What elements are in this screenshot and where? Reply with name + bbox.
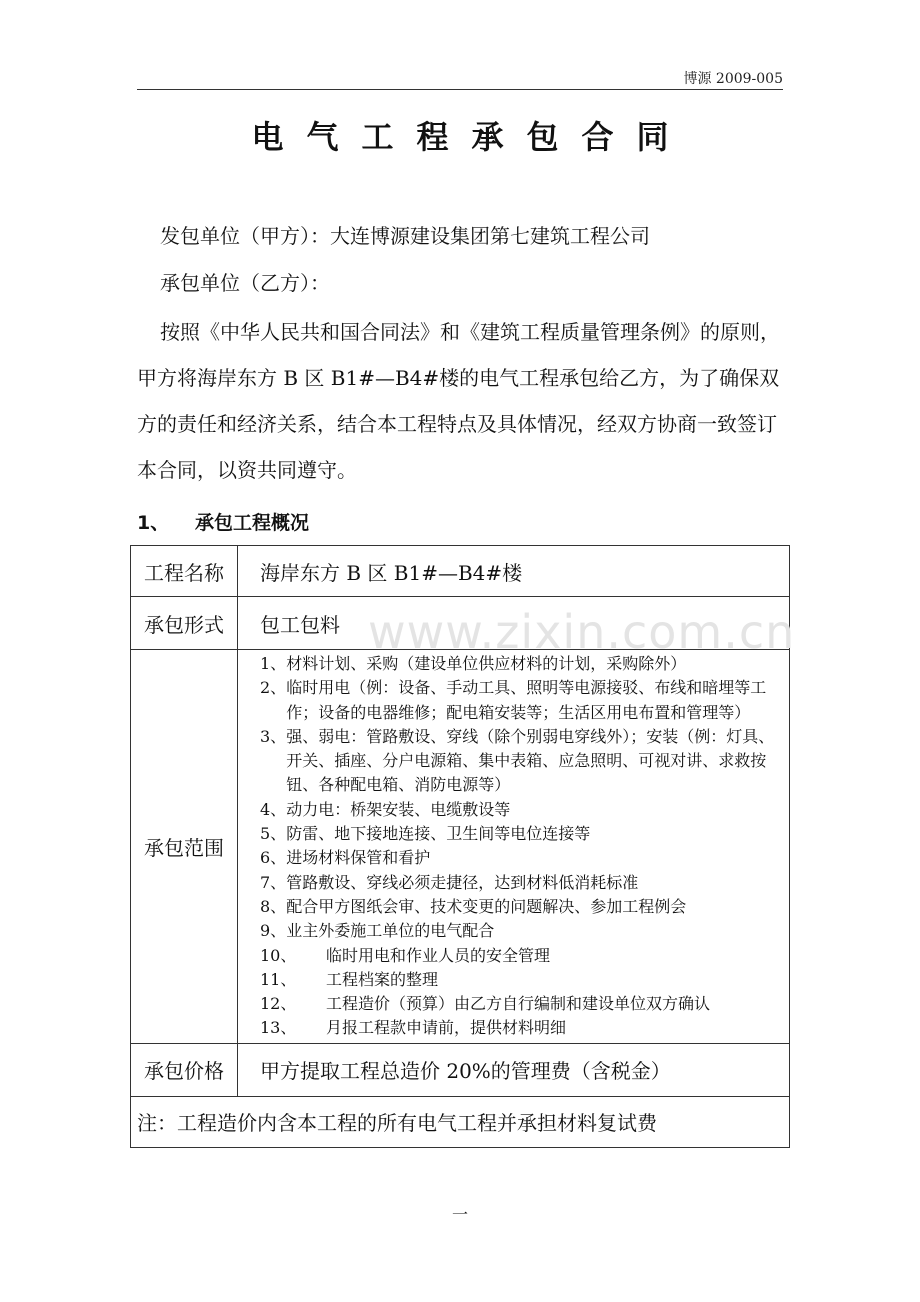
list-item: 11、 工程档案的整理: [260, 969, 439, 989]
section-heading: [137, 508, 309, 535]
contract-form-value: 包工包料: [238, 597, 790, 650]
list-item: 4、 动力电：桥架安装、电缆敷设等: [260, 799, 511, 819]
list-item: 8、 配合甲方图纸会审、技术变更的问题解决、参加工程例会: [260, 896, 687, 916]
scope-label: 承包范围: [131, 650, 238, 1044]
party-b-line: 承包单位（乙方）：: [160, 271, 330, 295]
list-item: 10、 临时用电和作业人员的安全管理: [260, 945, 551, 965]
list-item: 12、 工程造价（预算）由乙方自行编制和建设单位双方确认: [260, 994, 711, 1014]
scope-list: [260, 652, 789, 1041]
table-row: [131, 597, 790, 650]
price-value: 甲方提取工程总造价 20%的管理费（含税金）: [238, 1043, 790, 1096]
project-name-label: 工程名称: [131, 546, 238, 597]
contract-overview-table: [130, 545, 790, 1148]
list-item: 9、 业主外委施工单位的电气配合: [260, 921, 495, 941]
list-item: 5、 防雷、地下接地连接、卫生间等电位连接等: [260, 824, 591, 844]
section-number: 1、: [137, 512, 170, 534]
price-label: 承包价格: [131, 1043, 238, 1096]
list-item: 1、 材料计划、采购（建设单位供应材料的计划，采购除外）: [260, 654, 687, 673]
contract-form-label: 承包形式: [131, 597, 238, 650]
table-note: 注：工程造价内含本工程的所有电气工程并承担材料复试费: [131, 1096, 790, 1147]
list-item: 13、 月报工程款申请前，提供材料明细: [260, 1018, 567, 1038]
list-item: 2、 临时用电（例：设备、手动工具、照明等电源接驳、布线和暗埋等工作；设备的电器维修；配电箱安装等；生活区用电布置和管理等）: [260, 678, 767, 722]
scope-cell: [238, 650, 790, 1044]
table-row: [131, 546, 790, 597]
watermark: www.zixin.com.cn: [368, 605, 796, 659]
header-rule: [137, 89, 783, 90]
table-row: [131, 650, 790, 1044]
table-row: [131, 1043, 790, 1096]
document-code: 博源 2009-005: [683, 71, 783, 87]
table-row: [131, 1096, 790, 1147]
project-name-value: 海岸东方 B 区 B1#—B4#楼: [238, 546, 790, 597]
list-item: 7、 管路敷设、穿线必须走捷径，达到材料低消耗标准: [260, 872, 639, 892]
party-a-line: 发包单位（甲方）：大连博源建设集团第七建筑工程公司: [160, 224, 650, 248]
page-number: 一: [451, 1205, 468, 1224]
document-title: 电气工程承包合同: [251, 118, 692, 156]
intro-paragraph: 按照《中华人民共和国合同法》和《建筑工程质量管理条例》的原则，甲方将海岸东方 B 区 B1#—B4#楼的电气工程承包给乙方，为了确保双方的责任和经济关系，结合本工程特点及具体情况，经双方协商一致签订本合同，以资共同遵守。: [137, 320, 780, 482]
list-item: 6、 进场材料保管和看护: [260, 848, 431, 868]
list-item: 3、 强、弱电：管路敷设、穿线（除个别弱电穿线外）；安装（例：灯具、开关、插座、分户电源箱、集中表箱、应急照明、可视对讲、求救按钮、各种配电箱、消防电源等）: [260, 726, 775, 795]
section-title: 承包工程概况: [195, 512, 310, 534]
